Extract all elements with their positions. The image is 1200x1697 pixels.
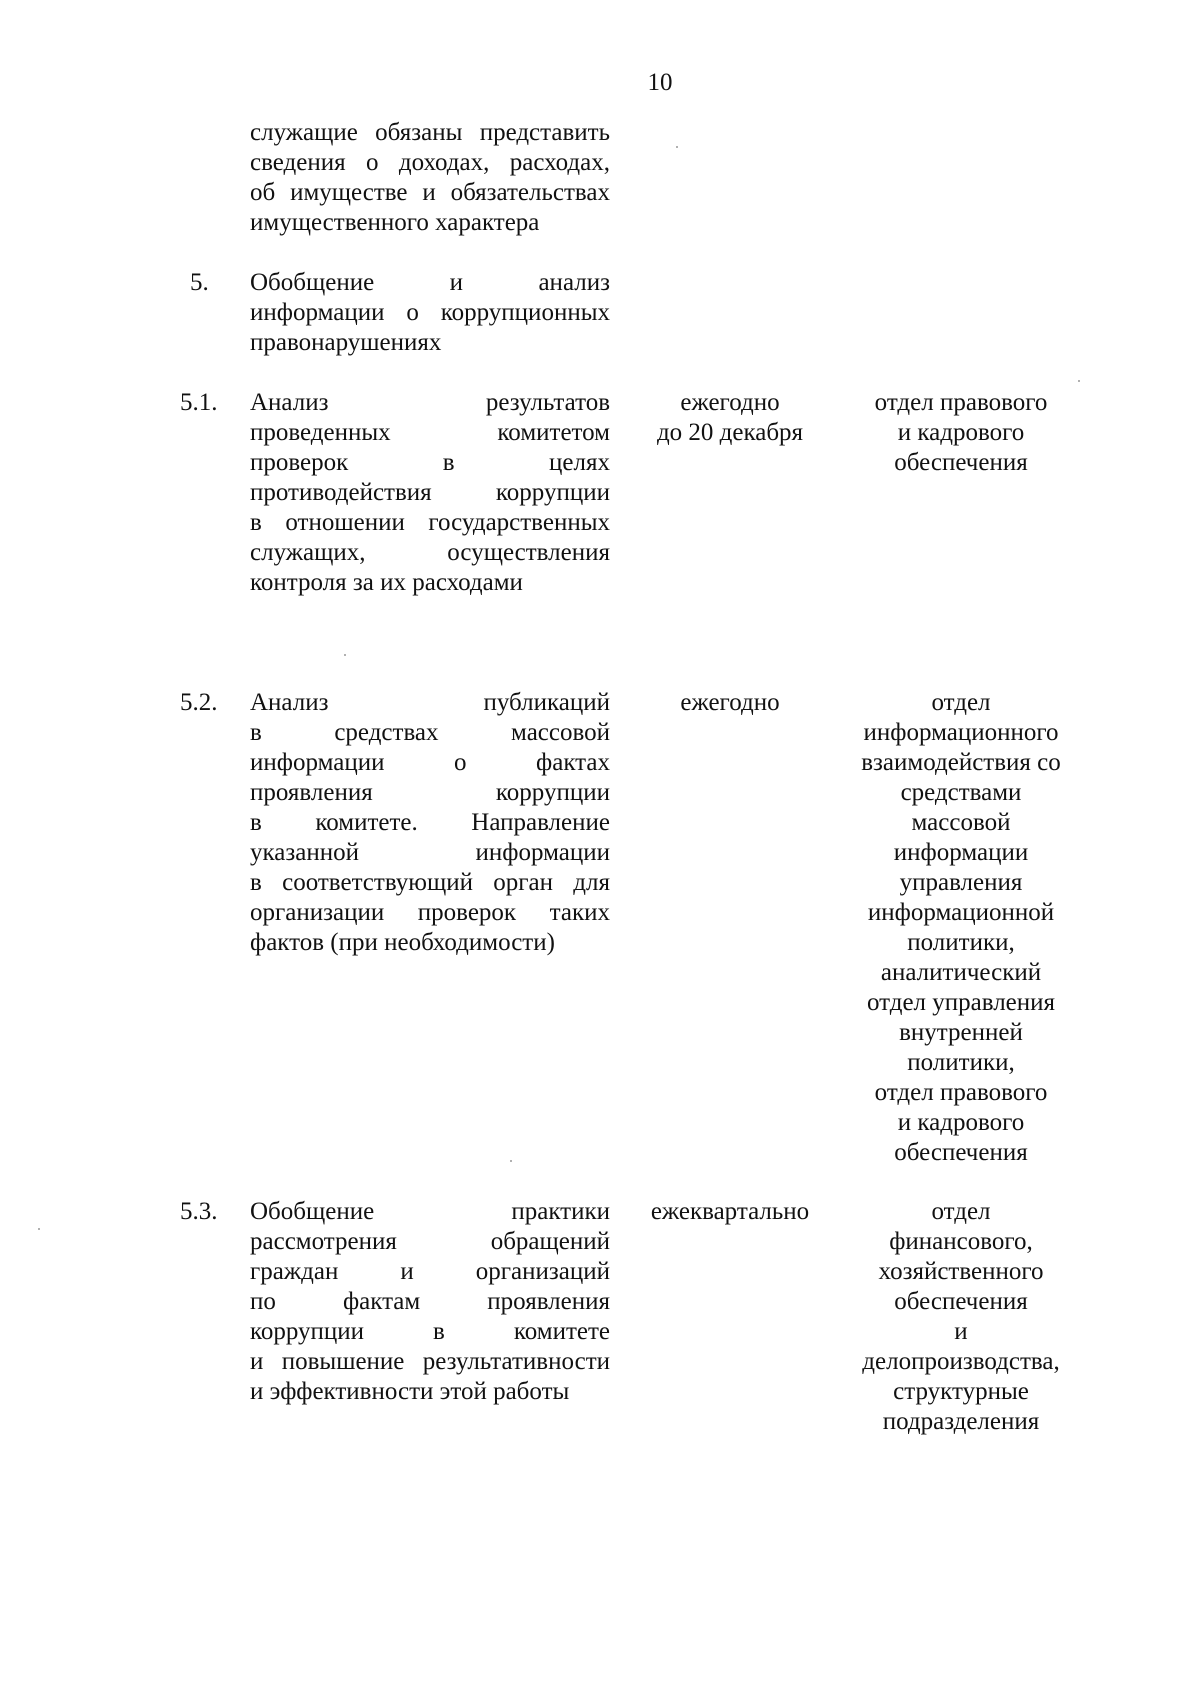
description-line: в комитете. Направление	[250, 809, 610, 836]
responsible-line: политики,	[907, 929, 1015, 956]
scan-speck	[1078, 380, 1080, 382]
responsible-line: финансового,	[889, 1228, 1033, 1255]
scan-speck	[510, 1160, 512, 1162]
responsible-line: массовой	[911, 809, 1011, 836]
description-line: Обобщение и анализ	[250, 269, 610, 296]
description-line: противодействия коррупции	[250, 479, 610, 506]
description-line: в соответствующий орган для	[250, 869, 610, 896]
item-number: 5.	[190, 269, 209, 296]
responsible	[852, 688, 1070, 1168]
description-line: организации проверок таких	[250, 899, 610, 926]
description-line: об имуществе и обязательствах	[250, 179, 610, 206]
measure-description	[250, 388, 610, 598]
responsible-line: политики,	[907, 1049, 1015, 1076]
description-line: сведения о доходах, расходах,	[250, 149, 610, 176]
description-line: Анализ публикаций	[250, 689, 610, 716]
responsible-line: обеспечения	[894, 1288, 1028, 1315]
description-line: по фактам проявления	[250, 1288, 610, 1315]
description-line: имущественного характера	[250, 209, 540, 236]
description-line: информации о коррупционных	[250, 299, 610, 326]
responsible-line: взаимодействия со	[861, 749, 1061, 776]
responsible-line: и	[954, 1318, 968, 1345]
responsible-line: отдел управления	[866, 989, 1056, 1016]
responsible-line: управления	[899, 869, 1023, 896]
responsible-line: информационной	[867, 899, 1055, 926]
responsible-line: аналитический	[880, 959, 1042, 986]
responsible-line: отдел правового	[874, 1079, 1048, 1106]
responsible-line: обеспечения	[894, 449, 1028, 476]
responsible-line: внутренней	[899, 1019, 1023, 1046]
description-line: служащие обязаны представить	[250, 119, 610, 146]
description-line: в отношении государственных	[250, 509, 610, 536]
responsible-line: информации	[893, 839, 1029, 866]
description-line: и эффективности этой работы	[250, 1378, 570, 1405]
responsible-line: и кадрового	[897, 1109, 1025, 1136]
measure-description	[250, 688, 610, 958]
description-line: фактов (при необходимости)	[250, 929, 555, 956]
responsible-line: обеспечения	[894, 1139, 1028, 1166]
responsible-line: делопроизводства,	[862, 1348, 1060, 1375]
responsible-line: средствами	[900, 779, 1022, 806]
description-line: контроля за их расходами	[250, 569, 523, 596]
deadline-line: ежегодно	[680, 689, 780, 716]
responsible-line: информационного	[863, 719, 1059, 746]
responsible-line: хозяйственного	[878, 1258, 1044, 1285]
description-line: коррупции в комитете	[250, 1318, 610, 1345]
responsible-line: структурные	[893, 1378, 1029, 1405]
scan-speck	[38, 1228, 40, 1230]
measure-description	[250, 118, 610, 238]
responsible-line: отдел	[931, 689, 991, 716]
responsible-line: отдел	[931, 1198, 991, 1225]
description-line: Анализ результатов	[250, 389, 610, 416]
description-line: правонарушениях	[250, 329, 442, 356]
description-line: информации о фактах	[250, 749, 610, 776]
measure-description	[250, 268, 610, 358]
scan-speck	[344, 654, 346, 656]
responsible-line: и кадрового	[897, 419, 1025, 446]
item-number: 5.2.	[180, 689, 218, 716]
measure-description	[250, 1197, 610, 1407]
description-line: Обобщение практики	[250, 1198, 610, 1225]
description-line: проявления коррупции	[250, 779, 610, 806]
deadline	[620, 1197, 840, 1227]
item-number: 5.1.	[180, 389, 218, 416]
responsible-line: подразделения	[882, 1408, 1040, 1435]
description-line: граждан и организаций	[250, 1258, 610, 1285]
description-line: рассмотрения обращений	[250, 1228, 610, 1255]
responsible-line: отдел правового	[874, 389, 1048, 416]
description-line: проведенных комитетом	[250, 419, 610, 446]
description-line: указанной информации	[250, 839, 610, 866]
deadline	[620, 388, 840, 448]
description-line: и повышение результативности	[250, 1348, 610, 1375]
responsible	[852, 388, 1070, 478]
deadline-line: до 20 декабря	[656, 419, 804, 446]
deadline-line: ежеквартально	[650, 1198, 810, 1225]
description-line: служащих, осуществления	[250, 539, 610, 566]
deadline	[620, 688, 840, 718]
description-line: проверок в целях	[250, 449, 610, 476]
deadline-line: ежегодно	[680, 389, 780, 416]
page-number: 10	[647, 69, 673, 96]
item-number: 5.3.	[180, 1198, 218, 1225]
responsible	[852, 1197, 1070, 1437]
scan-speck	[676, 146, 678, 148]
description-line: в средствах массовой	[250, 719, 610, 746]
